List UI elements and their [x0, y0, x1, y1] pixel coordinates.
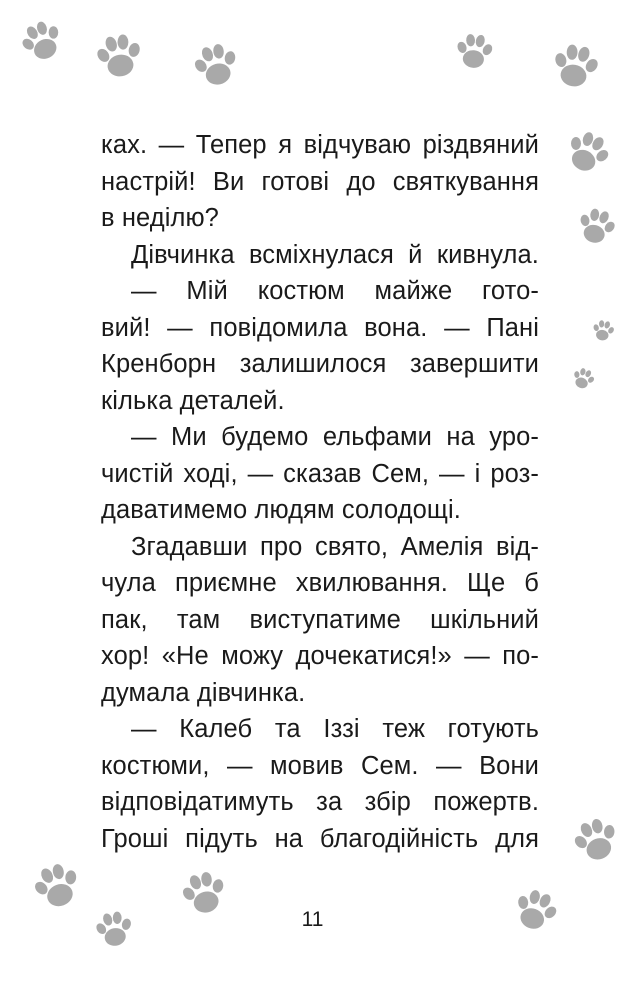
paw-print-icon — [450, 28, 498, 76]
text-line: Гроші підуть на благодійність для — [101, 824, 539, 853]
paw-print-icon — [88, 26, 151, 89]
text-line: Згадавши про свято, Амелія від- — [131, 532, 539, 561]
text-line: хор! «Не можу дочекатися!» — по- — [101, 642, 539, 670]
paw-print-icon — [563, 808, 625, 875]
text-line: Кренборн залишилося завершити — [101, 350, 539, 378]
text-line: чула приємне хвилювання. Ще б — [101, 569, 539, 597]
text-line: думала дівчинка. — [101, 678, 306, 707]
page-number: 11 — [301, 908, 324, 931]
paw-print-icon — [10, 10, 74, 74]
paw-print-icon — [588, 316, 618, 346]
text-line: ках. — Тепер я відчуваю різдвяний — [101, 131, 539, 159]
paw-print-icon — [544, 36, 607, 99]
page-text — [101, 127, 539, 857]
text-line: — Мій костюм майже гото- — [131, 277, 539, 305]
text-line: настрій! Ви готові до святкування — [101, 167, 539, 196]
text-line: — Ми будемо ельфами на уро- — [131, 423, 539, 451]
text-line: в неділю? — [101, 204, 219, 232]
paw-print-icon — [566, 362, 599, 395]
text-line: Дівчинка всміхнулася й кивнула. — [131, 240, 539, 269]
text-line: вий! — повідомила вона. — Пані — [101, 313, 539, 342]
text-line: даватимемо людям солодощі. — [101, 496, 461, 524]
text-line: костюми, — мовив Сем. — Вони — [101, 751, 539, 780]
text-line: пак, там виступатиме шкільний — [101, 605, 539, 634]
text-line: чистій ході, — сказав Сем, — і роз- — [101, 459, 539, 488]
paw-print-icon — [569, 200, 623, 254]
paw-print-icon — [554, 120, 620, 186]
paw-print-icon — [184, 34, 248, 98]
text-line: — Калеб та Іззі теж готують — [131, 715, 539, 743]
text-line: кілька деталей. — [101, 386, 285, 415]
text-line: відповідатимуть за збір пожертв. — [101, 788, 539, 816]
